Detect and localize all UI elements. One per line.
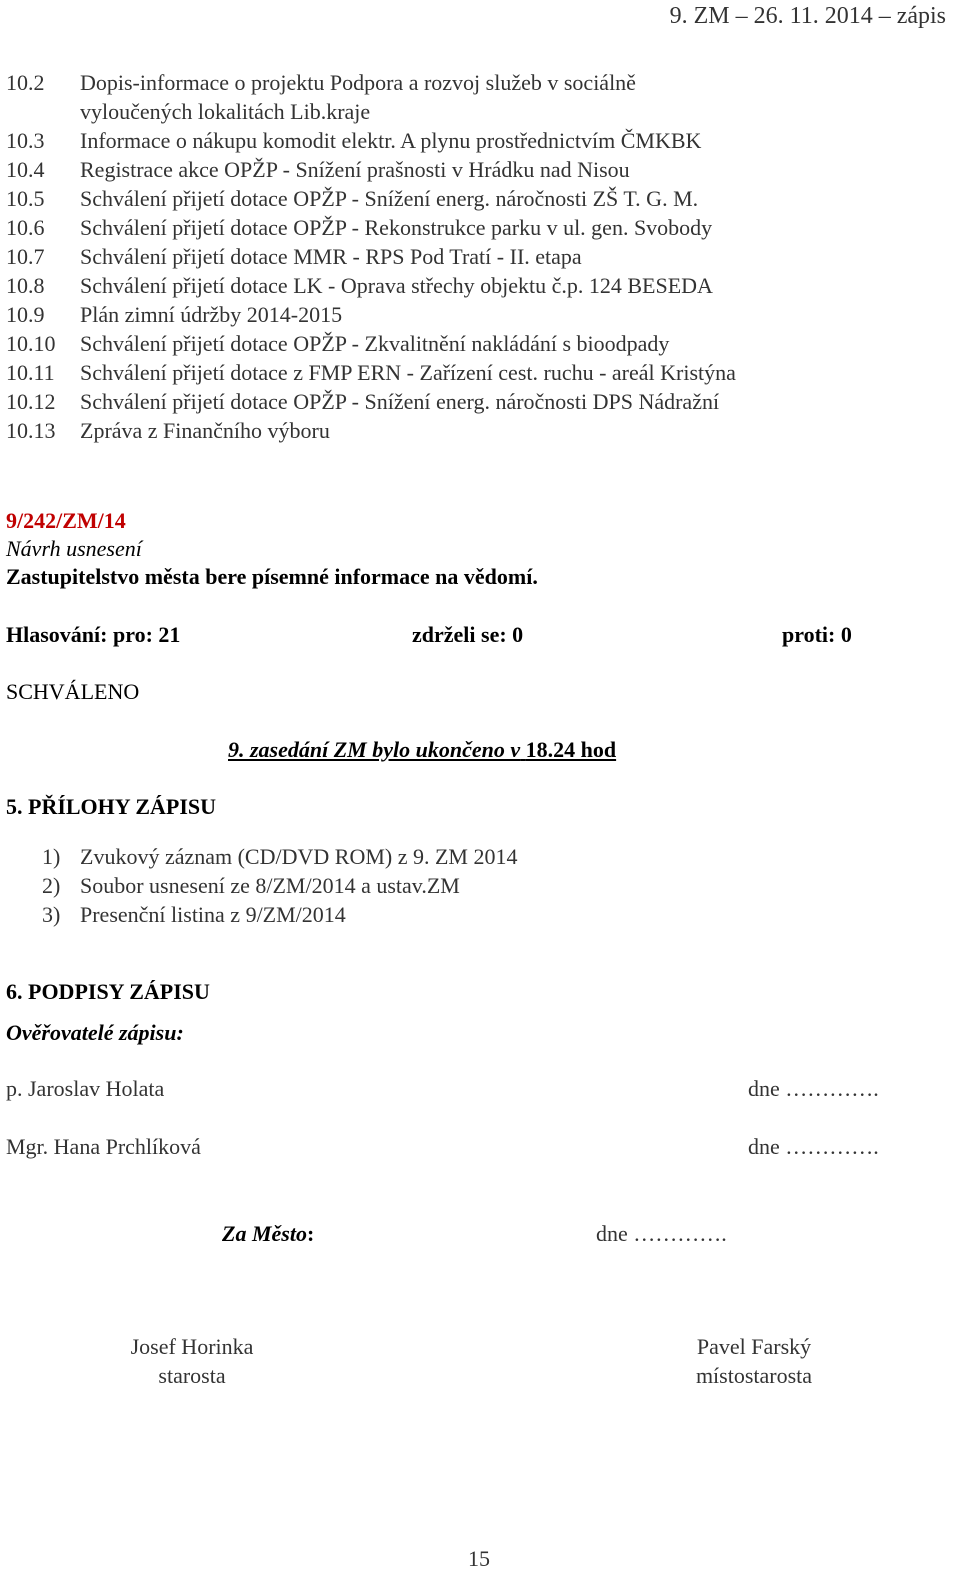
city-label-text: Za Město [222, 1221, 307, 1246]
vote-pro: Hlasování: pro: 21 [6, 622, 181, 647]
closing-text: 9. zasedání ZM bylo ukončeno v [228, 737, 521, 762]
page-number: 15 [468, 1546, 490, 1571]
list-item [6, 70, 946, 99]
closing-time: 18.24 hod [525, 737, 617, 762]
item-number: 10.11 [6, 360, 55, 385]
closing-note [228, 737, 616, 763]
page-header: 9. ZM – 26. 11. 2014 – zápis [669, 3, 946, 29]
list-item [6, 360, 946, 389]
item-text: Schválení přijetí dotace z FMP ERN - Zařízení cest. ruchu - areál Kristýna [80, 360, 736, 385]
item-number: 10.7 [6, 244, 45, 269]
list-item [6, 418, 946, 447]
item-text: Informace o nákupu komodit elektr. A plynu prostřednictvím ČMKBK [80, 128, 702, 153]
item-text: Schválení přijetí dotace OPŽP - Snížení energ. náročnosti DPS Nádražní [80, 389, 720, 414]
vote-against: proti: 0 [782, 622, 852, 647]
item-text: Plán zimní údržby 2014-2015 [80, 302, 343, 327]
signer-role: starosta [158, 1363, 226, 1388]
list-item-continuation [6, 99, 946, 128]
signatures-heading: 6. PODPISY ZÁPISU [6, 979, 210, 1004]
resolution-text: Zastupitelstvo města bere písemné informace na vědomí. [6, 564, 538, 589]
signature-date: dne …………. [748, 1076, 879, 1101]
item-number: 10.3 [6, 128, 45, 153]
city-label-colon: : [306, 1221, 315, 1246]
list-item [42, 902, 518, 931]
list-item [6, 244, 946, 273]
item-number: 2) [42, 873, 61, 898]
item-text: Zpráva z Finančního výboru [80, 418, 330, 443]
resolution-id: 9/242/ZM/14 [6, 508, 126, 533]
item-text: Schválení přijetí dotace LK - Oprava střechy objektu č.p. 124 BESEDA [80, 273, 713, 298]
agenda-list [6, 70, 946, 447]
item-text: Soubor usnesení ze 8/ZM/2014 a ustav.ZM [80, 873, 460, 898]
attachments-heading: 5. PŘÍLOHY ZÁPISU [6, 794, 217, 819]
verifier-name: Mgr. Hana Prchlíková [6, 1134, 201, 1159]
verifier-name: p. Jaroslav Holata [6, 1076, 165, 1101]
item-number: 10.8 [6, 273, 45, 298]
list-item [6, 302, 946, 331]
item-number: 3) [42, 902, 61, 927]
vote-result: SCHVÁLENO [6, 679, 140, 704]
item-number: 10.12 [6, 389, 56, 414]
resolution-label: Návrh usnesení [6, 536, 142, 561]
item-number: 10.9 [6, 302, 45, 327]
verifiers-label: Ověřovatelé zápisu: [6, 1020, 184, 1045]
list-item [6, 273, 946, 302]
item-text: Schválení přijetí dotace OPŽP - Zkvalitnění nakládání s bioodpady [80, 331, 670, 356]
list-item [6, 157, 946, 186]
item-number: 10.13 [6, 418, 56, 443]
item-text: Dopis-informace o projektu Podpora a rozvoj služeb v sociálně [80, 70, 636, 95]
item-text: vyloučených lokalitách Lib.kraje [80, 99, 371, 124]
item-number: 10.5 [6, 186, 45, 211]
signer-role: místostarosta [695, 1363, 813, 1388]
list-item [6, 389, 946, 418]
item-number: 10.6 [6, 215, 45, 240]
list-item [6, 186, 946, 215]
city-signature-date: dne …………. [596, 1221, 727, 1246]
item-text: Zvukový záznam (CD/DVD ROM) z 9. ZM 2014 [80, 844, 518, 869]
item-number: 10.2 [6, 70, 45, 95]
signer-name: Josef Horinka [130, 1334, 254, 1359]
list-item [6, 331, 946, 360]
item-text: Registrace akce OPŽP - Snížení prašnosti v Hrádku nad Nisou [80, 157, 630, 182]
item-text: Schválení přijetí dotace MMR - RPS Pod Tratí - II. etapa [80, 244, 582, 269]
list-item [42, 873, 518, 902]
item-number: 10.10 [6, 331, 56, 356]
list-item [6, 128, 946, 157]
item-number: 1) [42, 844, 61, 869]
attachments-list [42, 844, 518, 931]
item-text: Presenční listina z 9/ZM/2014 [80, 902, 346, 927]
item-text: Schválení přijetí dotace OPŽP - Snížení energ. náročnosti ZŠ T. G. M. [80, 186, 699, 211]
vote-abstain: zdrželi se: 0 [412, 622, 524, 647]
signature-date: dne …………. [748, 1134, 879, 1159]
list-item [42, 844, 518, 873]
item-text: Schválení přijetí dotace OPŽP - Rekonstrukce parku v ul. gen. Svobody [80, 215, 713, 240]
signer-name: Pavel Farský [696, 1334, 812, 1359]
city-label [222, 1221, 314, 1247]
list-item [6, 215, 946, 244]
item-number: 10.4 [6, 157, 45, 182]
